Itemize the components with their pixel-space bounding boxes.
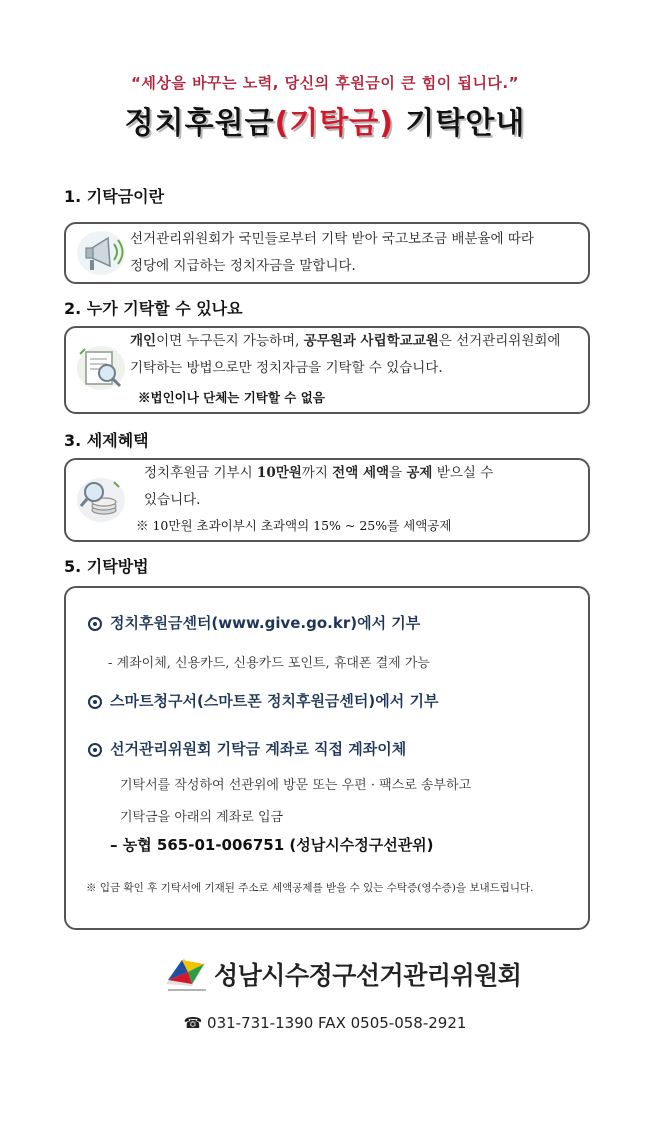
method-item-online-label: 정치후원금센터(www.give.go.kr)에서 기부 bbox=[110, 614, 421, 632]
section3-text-a: 정치후원금 기부시 bbox=[144, 465, 257, 481]
method-item-smart bbox=[88, 690, 438, 711]
method-item-online-detail: - 계좌이체, 신용카드, 신용카드 포인트, 휴대폰 결제 가능 bbox=[108, 656, 430, 671]
election-commission-logo bbox=[162, 950, 212, 996]
section3-heading: 3. 세제혜택 bbox=[64, 431, 149, 450]
page-title bbox=[0, 98, 650, 142]
slogan: “세상을 바꾸는 노력, 당신의 후원금이 큰 힘이 됩니다.” bbox=[131, 74, 519, 92]
section3-box bbox=[64, 458, 590, 542]
method-item-online bbox=[88, 612, 420, 633]
magnifier-document-icon bbox=[74, 340, 128, 394]
section2-note: ※법인이나 단체는 기탁할 수 없음 bbox=[138, 390, 325, 405]
section5-heading: 5. 기탁방법 bbox=[64, 557, 149, 576]
section2-bold-officials: 공무원과 사립학교교원 bbox=[303, 333, 439, 349]
method-item-transfer-detail2: 기탁금을 아래의 계좌로 입금 bbox=[120, 810, 284, 825]
receipt-note: ※ 입금 확인 후 기탁서에 기재된 주소로 세액공제를 받을 수 있는 수탁증(영수증)을 보내드립니다. bbox=[86, 882, 534, 894]
organization-logo-block bbox=[162, 950, 522, 996]
method-item-smart-label: 스마트청구서(스마트폰 정치후원금센터)에서 기부 bbox=[110, 692, 439, 710]
section2-text-b: 은 선거관리위원회에 bbox=[438, 333, 561, 349]
section1-line1: 선거관리위원회가 국민들로부터 기탁 받아 국고보조금 배분율에 따라 bbox=[130, 231, 534, 247]
section1-heading: 1. 기탁금이란 bbox=[64, 187, 165, 206]
section2-line1 bbox=[130, 328, 560, 355]
phone-icon: ☎ bbox=[183, 1014, 203, 1032]
title-highlight: (기탁금) bbox=[274, 106, 394, 141]
section3-line1 bbox=[144, 460, 493, 487]
section3-text-b: 까지 bbox=[301, 465, 333, 481]
bullet-circle-icon bbox=[88, 743, 102, 757]
title-suffix: 기탁안내 bbox=[393, 106, 526, 141]
section1-line2: 정당에 지급하는 정치자금을 말합니다. bbox=[130, 258, 356, 274]
method-item-transfer bbox=[88, 738, 406, 759]
section3-text bbox=[144, 460, 493, 514]
section2-line2: 기탁하는 방법으로만 정치자금을 기탁할 수 있습니다. bbox=[130, 360, 443, 376]
section3-note: ※ 10만원 초과이부시 초과액의 15% ~ 25%를 세액공제 bbox=[136, 518, 452, 533]
section3-bold-full-tax: 전액 세액 bbox=[332, 465, 390, 481]
section3-bold-amount: 10만원 bbox=[256, 465, 302, 481]
method-item-transfer-label: 선거관리위원회 기탁금 계좌로 직접 계좌이체 bbox=[110, 740, 407, 758]
section2-heading: 2. 누가 기탁할 수 있나요 bbox=[64, 299, 243, 318]
contact-info bbox=[0, 1014, 650, 1032]
section1-text bbox=[130, 226, 534, 280]
magnifier-coins-icon bbox=[74, 472, 128, 526]
section1-box bbox=[64, 222, 590, 284]
section2-box bbox=[64, 326, 590, 414]
section3-text-d: 받으실 수 bbox=[432, 465, 494, 481]
organization-name: 성남시수정구선거관리위원회 bbox=[214, 961, 522, 990]
megaphone-icon bbox=[74, 226, 128, 280]
section2-text-a: 이면 누구든지 가능하며, bbox=[156, 333, 304, 349]
contact-numbers: 031-731-1390 FAX 0505-058-2921 bbox=[207, 1014, 467, 1032]
method-item-transfer-detail1: 기탁서를 작성하여 선관위에 방문 또는 우편 · 팩스로 송부하고 bbox=[120, 778, 472, 793]
section2-text bbox=[130, 328, 560, 382]
title-main: 정치후원금 bbox=[124, 106, 275, 141]
bullet-circle-icon bbox=[88, 617, 102, 631]
section5-box bbox=[64, 586, 590, 930]
section3-text-c: 을 bbox=[389, 465, 407, 481]
section3-bold-deduction: 공제 bbox=[406, 465, 433, 481]
account-number: – 농협 565-01-006751 (성남시수정구선관위) bbox=[110, 836, 434, 854]
section2-bold-individual: 개인 bbox=[130, 333, 157, 349]
bullet-circle-icon bbox=[88, 695, 102, 709]
section3-line2: 있습니다. bbox=[144, 492, 201, 508]
